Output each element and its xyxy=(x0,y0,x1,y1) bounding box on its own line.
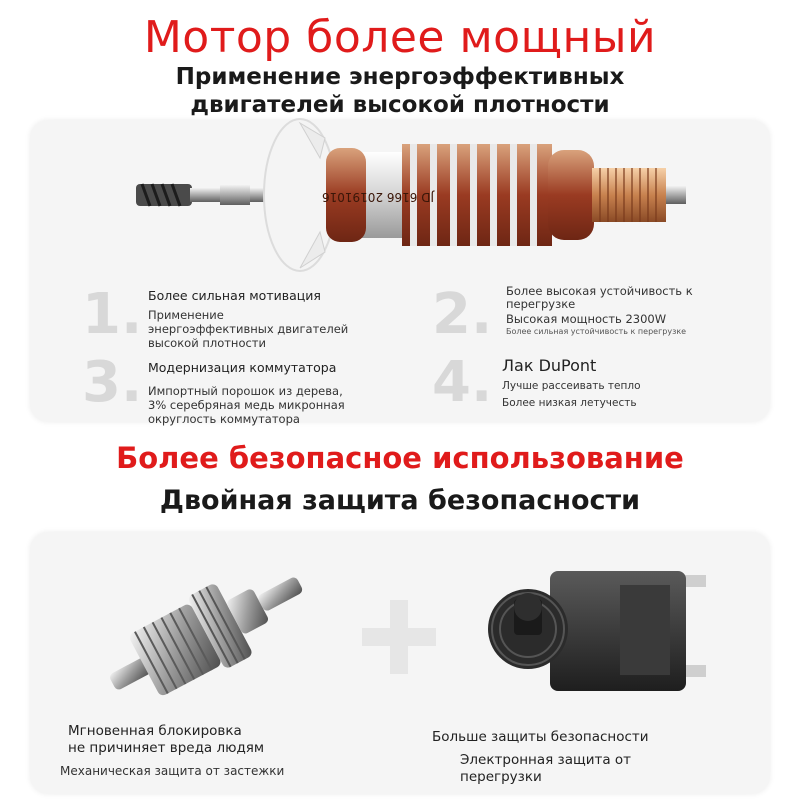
overload-breaker-image xyxy=(470,565,720,705)
feature-3-title: Модернизация коммутатора xyxy=(148,360,337,375)
clutch-caption-small: Механическая защита от застежки xyxy=(60,764,285,778)
feature-1-text-line1: Применение xyxy=(148,308,224,322)
feature-2-title-line1: Более высокая устойчивость к xyxy=(506,284,693,298)
feature-3-text-line1: Импортный порошок из дерева, xyxy=(148,384,343,398)
armature-marking: JD 6166 20191016 xyxy=(321,190,435,204)
feature-2-number: 2. xyxy=(432,282,493,347)
feature-4-number: 4. xyxy=(432,350,493,415)
feature-1-text-line2: энергоэффективных двигателей xyxy=(148,322,349,336)
plus-icon xyxy=(360,598,438,676)
breaker-caption-small-line1: Электронная защита от xyxy=(460,752,632,768)
safety-title: Более безопасное использование xyxy=(116,441,684,475)
main-title: Мотор более мощный xyxy=(143,12,657,63)
feature-2-title-line2: перегрузке xyxy=(506,297,576,311)
feature-4-title: Лак DuPont xyxy=(502,356,597,375)
clutch-caption-line2: не причиняет вреда людям xyxy=(68,740,265,756)
main-subtitle-line2: двигателей высокой плотности xyxy=(190,92,610,118)
safety-subtitle: Двойная защита безопасности xyxy=(159,485,641,516)
feature-3-number: 3. xyxy=(82,350,143,415)
clutch-caption-line1: Мгновенная блокировка xyxy=(68,723,242,739)
clutch-gear-image xyxy=(92,558,322,708)
feature-1-number: 1. xyxy=(82,282,143,347)
main-subtitle-line1: Применение энергоэффективных xyxy=(175,64,625,90)
feature-1-title: Более сильная мотивация xyxy=(148,288,321,303)
feature-2-tiny: Более сильная устойчивость к перегрузке xyxy=(506,327,687,336)
feature-2-text: Высокая мощность 2300W xyxy=(506,312,667,326)
feature-4-text-line2: Более низкая летучесть xyxy=(502,397,637,409)
breaker-caption-small-line2: перегрузки xyxy=(460,769,542,785)
feature-1-text-line3: высокой плотности xyxy=(148,336,266,350)
breaker-caption: Больше защиты безопасности xyxy=(432,729,649,745)
feature-4-text-line1: Лучше рассеивать тепло xyxy=(502,380,641,392)
feature-3-text-line3: округлость коммутатора xyxy=(148,412,300,426)
feature-3-text-line2: 3% серебряная медь микронная xyxy=(148,398,345,412)
